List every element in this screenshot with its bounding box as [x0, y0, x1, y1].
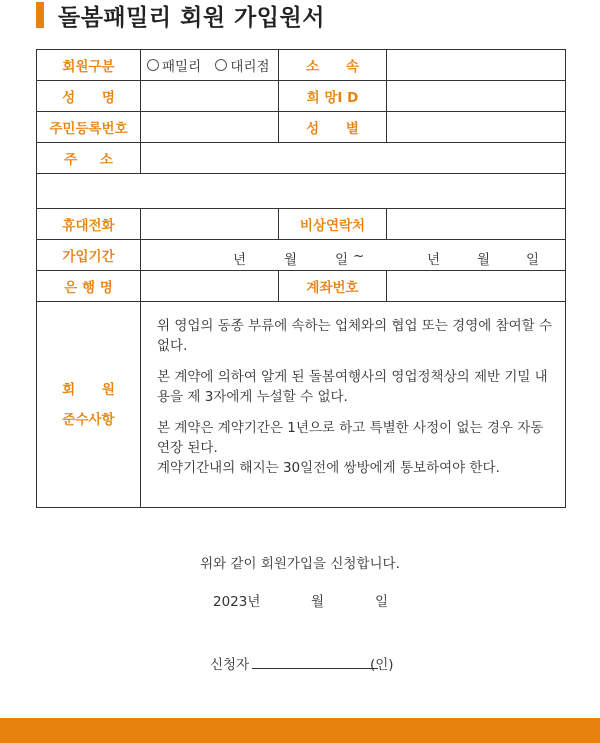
radio-agency[interactable]: [215, 55, 269, 75]
account-field[interactable]: [387, 271, 566, 302]
term-item: 본 계약에 의하여 알게 된 돌봄여행사의 영업정책상의 제반 기밀 내용을 제 3자에게 누설할 수 없다.: [157, 369, 548, 405]
terms-label-line2: 준수사항: [62, 411, 115, 428]
radio-agency-label: 대리점: [230, 59, 270, 75]
radio-circle-icon: [215, 59, 227, 71]
period-start-day: 일: [335, 252, 349, 268]
date-year: 2023년: [213, 594, 261, 610]
terms-label-line1: 회 원: [62, 381, 115, 398]
term-item: 위 영업의 동종 부류에 속하는 업체와의 협업 또는 경영에 참여할 수 없다.: [157, 318, 553, 354]
affiliation-field[interactable]: [387, 50, 566, 81]
desired-id-field[interactable]: [387, 81, 566, 112]
period-tilde: ~: [353, 248, 365, 264]
title-accent-bar: [36, 2, 44, 28]
mobile-field[interactable]: [141, 209, 279, 240]
rrn-field[interactable]: [141, 112, 279, 143]
application-date: [0, 590, 600, 610]
address-label: [37, 143, 141, 174]
period-end-day: 일: [526, 252, 540, 268]
signature-line[interactable]: [252, 668, 378, 669]
period-field[interactable]: [141, 240, 566, 271]
date-day: 일: [375, 594, 389, 610]
term-item-text: 본 계약은 계약기간은 1년으로 하고 특별한 사정이 없는 경우 자동연장 된다.: [157, 420, 544, 456]
emergency-label: 비상연락처: [279, 209, 387, 240]
desired-id-label: 희 망I D: [279, 81, 387, 112]
name-label-text: 성 명: [62, 90, 115, 106]
affiliation-label-text: 소 속: [306, 59, 359, 75]
bank-label: 은 행 명: [37, 271, 141, 302]
radio-circle-icon: [147, 59, 159, 71]
term-item-text: 계약기간내의 해지는 30일전에 쌍방에게 통보하여야 한다.: [157, 460, 500, 476]
terms-label: [37, 302, 141, 508]
address-label-text: 주 소: [64, 152, 113, 168]
term-item: [157, 418, 555, 478]
signature-row: [210, 653, 400, 673]
date-month: 월: [311, 594, 325, 610]
address-field-2[interactable]: [37, 174, 566, 209]
seal-mark: (인): [370, 657, 394, 673]
affiliation-label: [279, 50, 387, 81]
signature-label: 신청자: [210, 657, 250, 673]
application-form: [36, 49, 566, 508]
radio-family-label: 패밀리: [162, 59, 202, 75]
period-label: 가입기간: [37, 240, 141, 271]
period-start-year: 년: [233, 252, 247, 268]
gender-label: [279, 112, 387, 143]
address-field-1[interactable]: [141, 143, 566, 174]
account-label: 계좌번호: [279, 271, 387, 302]
footer-bar: [0, 718, 600, 743]
page-title: 돌봄패밀리 회원 가입원서: [58, 4, 325, 31]
rrn-label: 주민등록번호: [37, 112, 141, 143]
member-type-field: [141, 50, 279, 81]
gender-field[interactable]: [387, 112, 566, 143]
name-field[interactable]: [141, 81, 279, 112]
radio-family[interactable]: [147, 55, 201, 75]
declaration: 위와 같이 회원가입을 신청합니다.: [200, 556, 400, 572]
name-label: [37, 81, 141, 112]
bank-field[interactable]: [141, 271, 279, 302]
period-start-month: 월: [284, 252, 298, 268]
gender-label-text: 성 별: [306, 121, 359, 137]
period-end-month: 월: [477, 252, 491, 268]
mobile-label: 휴대전화: [37, 209, 141, 240]
member-type-label: 회원구분: [37, 50, 141, 81]
terms-content: [141, 302, 566, 508]
emergency-field[interactable]: [387, 209, 566, 240]
period-end-year: 년: [427, 252, 441, 268]
title-area: [36, 0, 325, 30]
